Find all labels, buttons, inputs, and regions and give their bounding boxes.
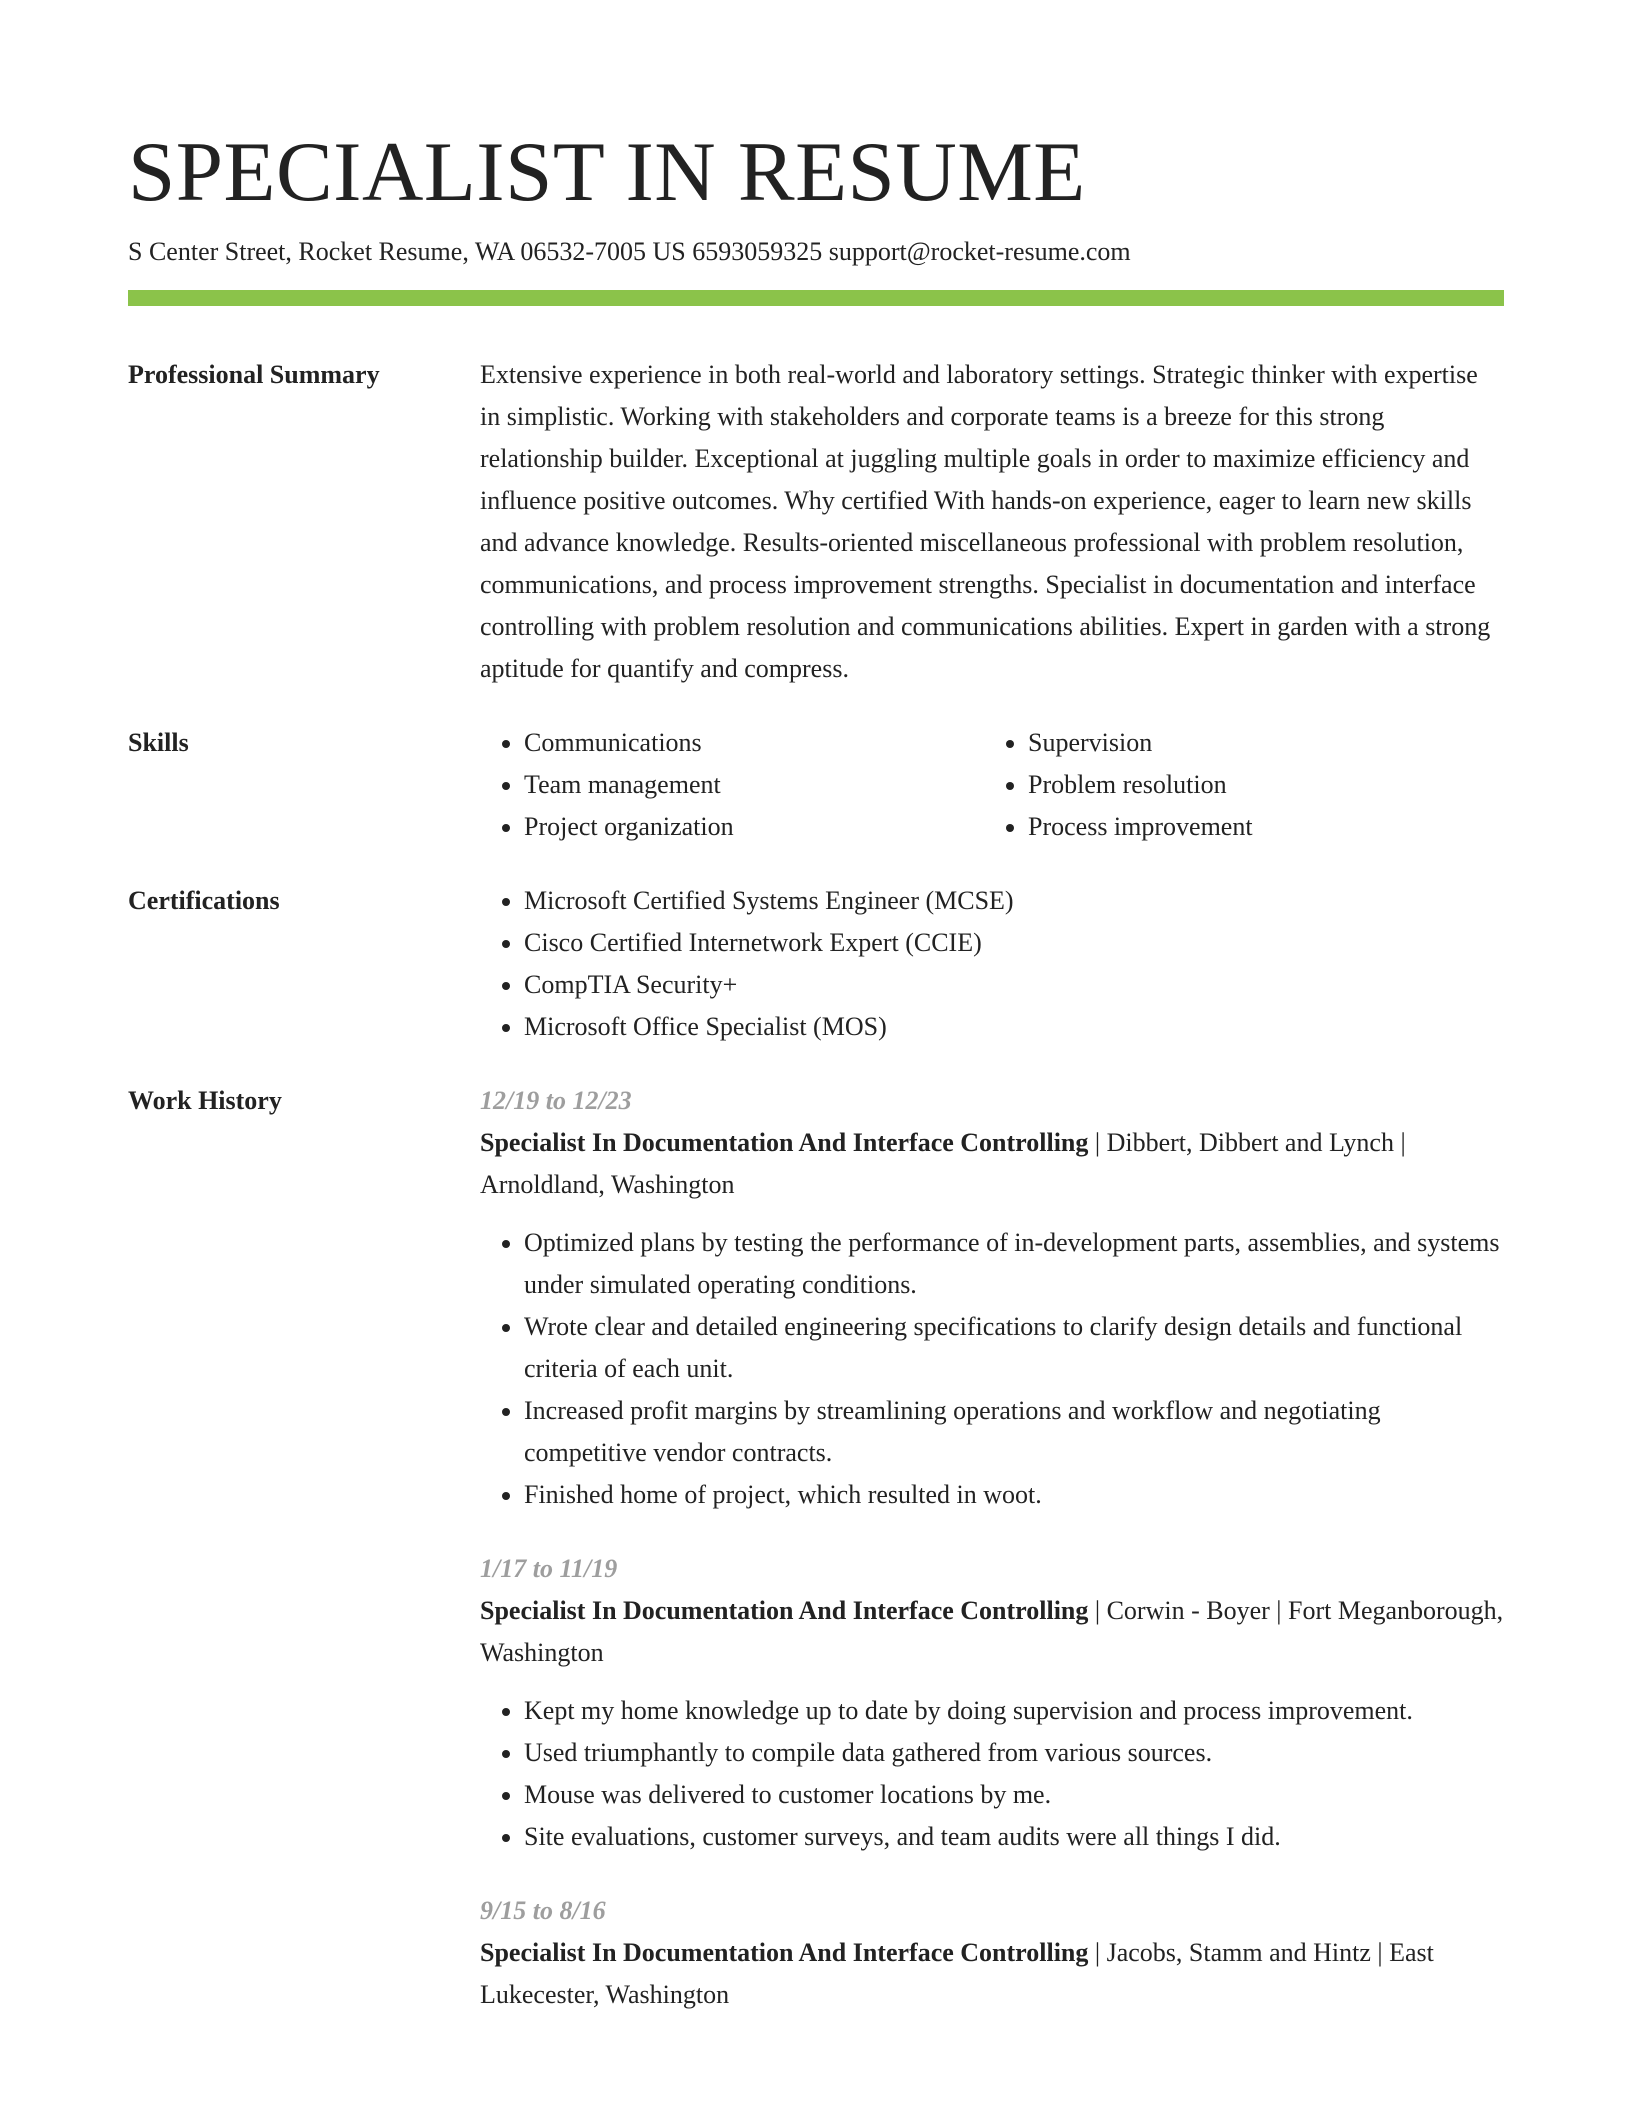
skills-column-left — [480, 722, 984, 848]
job-bullets — [480, 1690, 1504, 1858]
skill-item: • Communications — [524, 722, 984, 764]
skills-list-right — [984, 722, 1488, 848]
certifications-label: Certifications — [128, 886, 280, 915]
work-history-label: Work History — [128, 1086, 282, 1115]
job-title: Specialist In Documentation And Interface Controlling — [480, 1128, 1089, 1157]
skills-grid — [480, 722, 1504, 848]
job-details: | Dibbert, Dibbert and Lynch | Arnoldland, Washington — [480, 1128, 1406, 1199]
header-divider — [128, 290, 1504, 306]
job-dates: 9/15 to 8/16 — [480, 1896, 606, 1925]
job-title: Specialist In Documentation And Interface Controlling — [480, 1938, 1089, 1967]
job-entry — [480, 1080, 1504, 1516]
summary-section — [128, 354, 1504, 690]
skills-section — [128, 722, 1504, 848]
certifications-body — [480, 880, 1504, 1048]
job-bullet: • Site evaluations, customer surveys, and team audits were all things I did. — [524, 1816, 1504, 1858]
skill-item: • Problem resolution — [1028, 764, 1488, 806]
skills-list-left — [480, 722, 984, 848]
job-details: | Jacobs, Stamm and Hintz | East Lukecester, Washington — [480, 1938, 1434, 2009]
certification-item: • Microsoft Certified Systems Engineer (MCSE) — [524, 880, 1504, 922]
certification-item: • Microsoft Office Specialist (MOS) — [524, 1006, 1504, 1048]
job-title: Specialist In Documentation And Interface Controlling — [480, 1596, 1089, 1625]
skill-item: • Project organization — [524, 806, 984, 848]
skills-body — [480, 722, 1504, 848]
summary-label: Professional Summary — [128, 360, 380, 389]
work-history-section — [128, 1080, 1504, 2032]
certification-item: • Cisco Certified Internetwork Expert (CCIE) — [524, 922, 1504, 964]
job-header — [480, 1590, 1504, 1674]
job-dates: 12/19 to 12/23 — [480, 1086, 632, 1115]
job-bullets — [480, 1222, 1504, 1516]
skills-column-right — [984, 722, 1488, 848]
skills-label: Skills — [128, 728, 189, 757]
job-bullet: • Finished home of project, which resulted in woot. — [524, 1474, 1504, 1516]
job-bullet: • Used triumphantly to compile data gathered from various sources. — [524, 1732, 1504, 1774]
skill-item: • Supervision — [1028, 722, 1488, 764]
job-entry — [480, 1890, 1504, 2016]
contact-line: S Center Street, Rocket Resume, WA 06532-7005 US 6593059325 support@rocket-resume.com — [128, 237, 1131, 266]
job-bullet: • Kept my home knowledge up to date by doing supervision and process improvement. — [524, 1690, 1504, 1732]
summary-text: Extensive experience in both real-world and laboratory settings. Strategic thinker with expertise in simplistic. Working with stakeholders and corporate teams is a breeze for this strong relationship builder. Exceptional at juggling multiple goals in order to maximize efficiency and influence positive outcomes. Why certified With hands-on experience, eager to learn new skills and advance knowledge. Results-oriented miscellaneous professional with problem resolution, communications, and process improvement strengths. Specialist in documentation and interface controlling with problem resolution and communications abilities. Expert in garden with a strong aptitude for quantify and compress. — [480, 360, 1491, 683]
certifications-section — [128, 880, 1504, 1048]
job-header — [480, 1932, 1504, 2016]
job-details: | Corwin - Boyer | Fort Meganborough, Washington — [480, 1596, 1504, 1667]
certifications-list — [480, 880, 1504, 1048]
job-entry — [480, 1548, 1504, 1858]
job-bullet: • Wrote clear and detailed engineering specifications to clarify design details and functional criteria of each unit. — [524, 1306, 1504, 1390]
job-dates: 1/17 to 11/19 — [480, 1554, 618, 1583]
certification-item: • CompTIA Security+ — [524, 964, 1504, 1006]
resume-name: SPECIALIST IN RESUME — [128, 125, 1086, 219]
skill-item: • Process improvement — [1028, 806, 1488, 848]
job-bullet: • Mouse was delivered to customer locations by me. — [524, 1774, 1504, 1816]
resume-page — [128, 118, 1504, 2032]
job-bullet: • Optimized plans by testing the performance of in-development parts, assemblies, and systems under simulated operating conditions. — [524, 1222, 1504, 1306]
skill-item: • Team management — [524, 764, 984, 806]
work-history-body — [480, 1080, 1504, 2032]
job-header — [480, 1122, 1504, 1206]
job-bullet: • Increased profit margins by streamlining operations and workflow and negotiating competitive vendor contracts. — [524, 1390, 1504, 1474]
